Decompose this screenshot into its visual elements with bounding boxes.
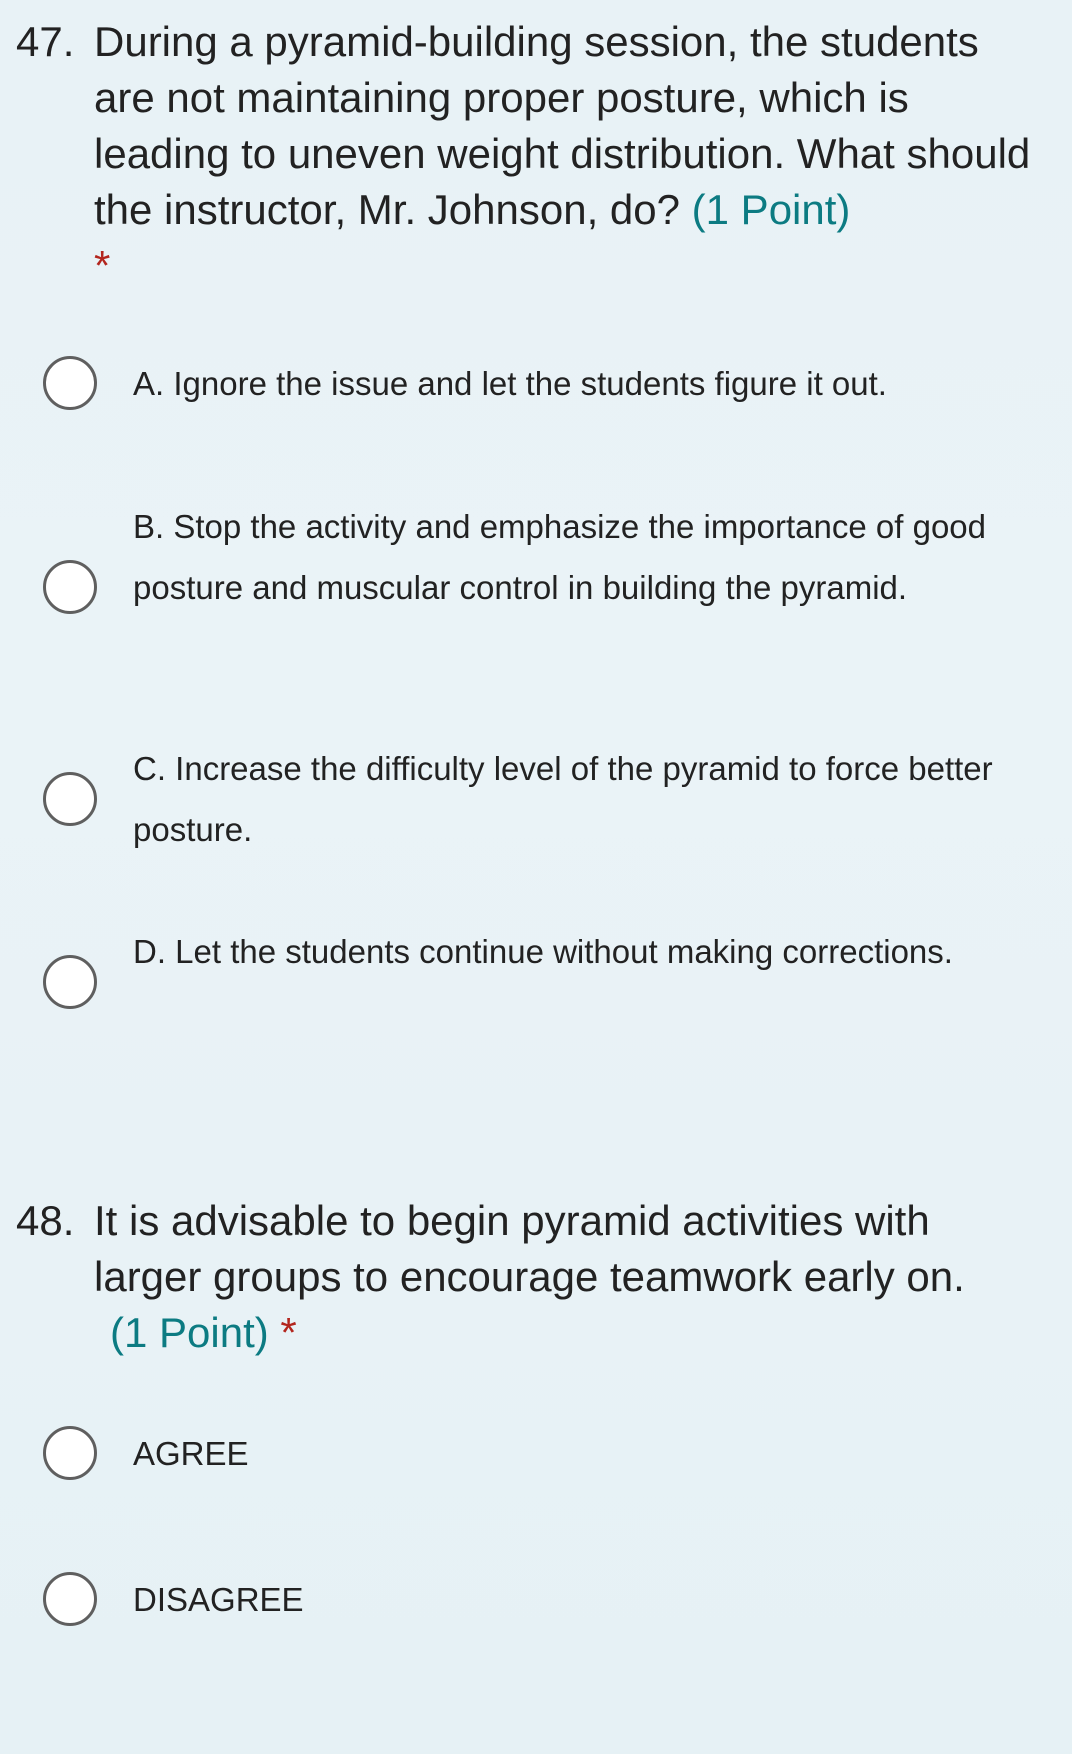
question-text bbox=[94, 14, 1044, 294]
radio-button[interactable] bbox=[43, 772, 97, 826]
points-label: (1 Point) bbox=[691, 186, 851, 233]
radio-button[interactable] bbox=[43, 1426, 97, 1480]
option-label: B. Stop the activity and emphasize the importance of good posture and muscular control in building the pyramid. bbox=[133, 508, 987, 606]
question-prompt: It is advisable to begin pyramid activities with larger groups to encourage teamwork early on. bbox=[94, 1197, 965, 1300]
radio-button[interactable] bbox=[43, 560, 97, 614]
radio-button[interactable] bbox=[43, 356, 97, 410]
radio-button[interactable] bbox=[43, 955, 97, 1009]
required-asterisk: * bbox=[280, 1309, 297, 1356]
option-label: A. Ignore the issue and let the students figure it out. bbox=[133, 365, 887, 402]
question-number: 48. bbox=[16, 1197, 75, 1244]
option-label: AGREE bbox=[133, 1435, 249, 1472]
question-number: 47. bbox=[16, 18, 75, 65]
points-label: (1 Point) bbox=[110, 1309, 269, 1356]
question-text bbox=[94, 1193, 1044, 1361]
option-label: C. Increase the difficulty level of the pyramid to force better posture. bbox=[133, 750, 993, 848]
option-label: D. Let the students continue without making corrections. bbox=[133, 933, 953, 970]
required-asterisk: * bbox=[94, 242, 111, 289]
radio-button[interactable] bbox=[43, 1572, 97, 1626]
option-label: DISAGREE bbox=[133, 1581, 304, 1618]
question-prompt: During a pyramid-building session, the students are not maintaining proper posture, which is leading to uneven weight distribution. What should the instructor, Mr. Johnson, do? bbox=[94, 18, 1031, 233]
